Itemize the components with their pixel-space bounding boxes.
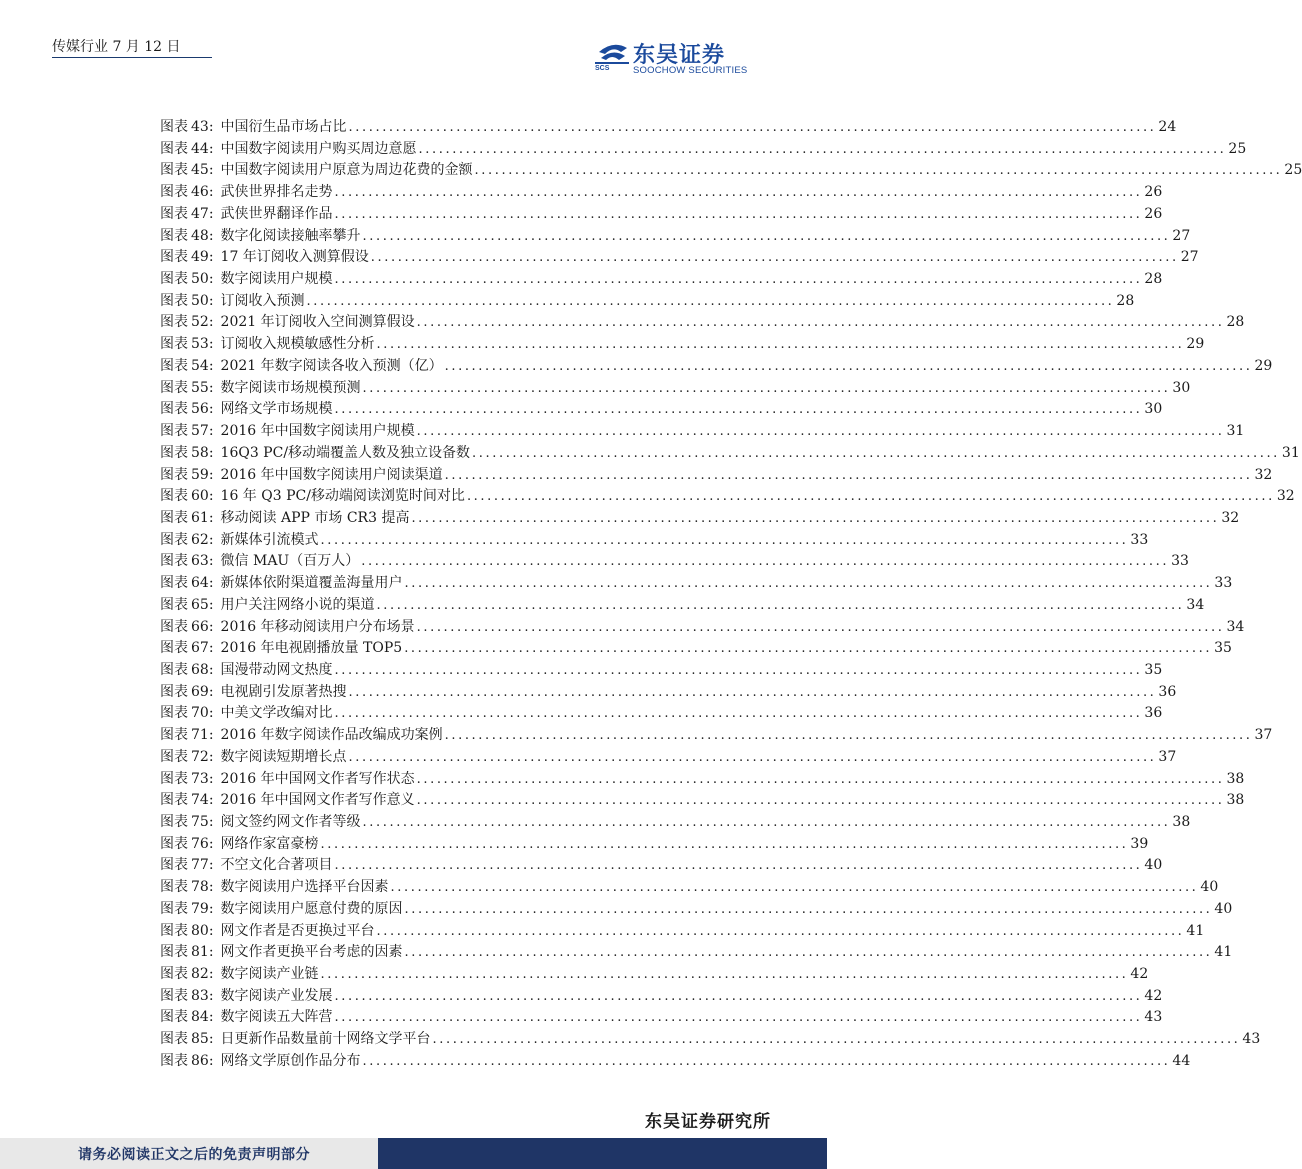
toc-entry-number: 68:	[191, 661, 214, 678]
toc-leader-dots: ........................................................................................................................	[404, 945, 1213, 961]
toc-entry-title: 2016 年移动阅读用户分布场景	[220, 618, 415, 635]
toc-entry-title: 阅文签约网文作者等级	[220, 814, 361, 830]
toc-entry-label: 图表	[160, 987, 188, 1004]
toc-entry-number: 54:	[191, 357, 214, 374]
toc-entry[interactable]	[160, 682, 1177, 704]
toc-leader-dots: ........................................................................................................................	[466, 489, 1275, 505]
toc-entry-page: 34	[1226, 618, 1245, 635]
toc-entry-page: 25	[1284, 162, 1302, 179]
toc-entry[interactable]	[160, 790, 1245, 812]
toc-entry-label: 图表	[160, 1009, 188, 1026]
toc-entry-label: 图表	[160, 488, 188, 505]
toc-entry[interactable]	[160, 899, 1233, 921]
toc-entry-page: 39	[1130, 835, 1149, 852]
toc-entry-number: 60:	[191, 488, 214, 505]
toc-entry-label: 图表	[160, 162, 188, 179]
toc-entry-title: 2021 年数字阅读各收入预测（亿）	[220, 357, 443, 374]
toc-entry-number: 80:	[191, 922, 214, 939]
toc-leader-dots: ........................................................................................................................	[411, 510, 1220, 526]
toc-entry-number: 64:	[191, 575, 214, 592]
toc-entry-label: 图表	[160, 900, 188, 917]
toc-entry-label: 图表	[160, 705, 188, 722]
toc-entry-title: 17 年订阅收入测算假设	[220, 249, 369, 266]
toc-entry-label: 图表	[160, 553, 188, 570]
toc-entry-label: 图表	[160, 944, 188, 961]
toc-entry-title: 16 年 Q3 PC/移动端阅读浏览时间对比	[220, 488, 465, 505]
toc-entry-page: 30	[1172, 379, 1191, 396]
toc-entry-title: 数字阅读用户规模	[220, 271, 333, 288]
toc-entry-number: 50:	[191, 292, 214, 309]
toc-leader-dots: ........................................................................................................................	[376, 923, 1185, 939]
logo-english-name: SOOCHOW SECURITIES	[633, 65, 748, 76]
toc-entry-title: 微信 MAU（百万人）	[220, 553, 360, 570]
toc-entry[interactable]	[160, 139, 1247, 161]
toc-entry-title: 日更新作品数量前十网络文学平台	[220, 1031, 431, 1048]
toc-entry-number: 79:	[191, 900, 214, 917]
toc-leader-dots: ........................................................................................................................	[474, 163, 1283, 179]
toc-entry[interactable]	[160, 160, 1302, 182]
toc-entry-title: 中国数字阅读用户购买周边意愿	[220, 140, 417, 157]
toc-entry[interactable]	[160, 551, 1189, 573]
toc-entry-title: 中国衍生品市场占比	[220, 119, 347, 135]
toc-leader-dots: ........................................................................................................................	[390, 880, 1199, 896]
toc-entry-number: 59:	[191, 466, 214, 483]
toc-entry-title: 国漫带动网文热度	[220, 661, 333, 678]
toc-entry-page: 31	[1281, 444, 1300, 461]
toc-entry-number: 61:	[191, 509, 214, 526]
toc-entry-number: 55:	[191, 379, 214, 396]
toc-leader-dots: ........................................................................................................................	[320, 836, 1129, 852]
toc-entry-label: 图表	[160, 1052, 188, 1069]
toc-entry-number: 44:	[191, 140, 214, 157]
toc-entry-label: 图表	[160, 509, 188, 526]
toc-entry-page: 44	[1172, 1052, 1191, 1069]
toc-entry[interactable]	[160, 942, 1233, 964]
toc-entry[interactable]	[160, 291, 1135, 313]
toc-entry-number: 62:	[191, 531, 214, 548]
toc-entry-label: 图表	[160, 835, 188, 852]
toc-entry-number: 70:	[191, 705, 214, 722]
toc-entry-label: 图表	[160, 575, 188, 592]
toc-entry-page: 38	[1172, 814, 1191, 830]
toc-entry-title: 中美文学改编对比	[220, 705, 333, 722]
toc-leader-dots: ........................................................................................................................	[416, 619, 1225, 635]
footer-disclaimer: 请务必阅读正文之后的免责声明部分	[78, 1147, 310, 1163]
footer-bar-accent	[378, 1138, 827, 1169]
toc-entry-label: 图表	[160, 205, 188, 222]
toc-entry-number: 84:	[191, 1009, 214, 1026]
toc-entry-number: 46:	[191, 184, 214, 201]
toc-entry-title: 网络作家富豪榜	[220, 835, 319, 852]
toc-leader-dots: ........................................................................................................................	[362, 1053, 1171, 1069]
toc-entry-number: 69:	[191, 683, 214, 700]
toc-entry-title: 数字阅读市场规模预测	[220, 379, 361, 396]
toc-entry-title: 新媒体依附渠道覆盖海量用户	[220, 575, 403, 592]
toc-entry-label: 图表	[160, 466, 188, 483]
toc-entry[interactable]	[160, 443, 1300, 465]
toc-leader-dots: ........................................................................................................................	[348, 120, 1157, 135]
toc-entry-page: 28	[1226, 314, 1245, 331]
toc-entry-page: 33	[1214, 575, 1233, 592]
toc-entry-title: 数字化阅读接触率攀升	[220, 227, 361, 244]
toc-entry[interactable]	[160, 378, 1191, 400]
toc-entry-number: 83:	[191, 987, 214, 1004]
toc-leader-dots: ........................................................................................................................	[334, 858, 1143, 874]
toc-entry-page: 24	[1158, 119, 1177, 135]
toc-entry-label: 图表	[160, 249, 188, 266]
toc-entry-page: 27	[1180, 249, 1199, 266]
toc-entry-number: 82:	[191, 966, 214, 983]
toc-entry-number: 58:	[191, 444, 214, 461]
header-underline	[52, 57, 212, 58]
toc-entry[interactable]	[160, 334, 1205, 356]
toc-entry-title: 2016 年中国数字阅读用户阅读渠道	[220, 466, 443, 483]
toc-entry-number: 76:	[191, 835, 214, 852]
toc-leader-dots: ........................................................................................................................	[444, 728, 1253, 744]
toc-entry-page: 36	[1158, 683, 1177, 700]
toc-entry-number: 45:	[191, 162, 214, 179]
toc-leader-dots: ........................................................................................................................	[348, 684, 1157, 700]
toc-leader-dots: ........................................................................................................................	[334, 1010, 1143, 1026]
toc-entry-page: 29	[1186, 336, 1205, 353]
page-header-industry-date: 传媒行业 7 月 12 日	[52, 39, 181, 55]
toc-entry-number: 67:	[191, 640, 214, 657]
toc-leader-dots: ........................................................................................................................	[416, 424, 1225, 440]
toc-entry-label: 图表	[160, 184, 188, 201]
toc-entry-number: 56:	[191, 401, 214, 418]
toc-entry-title: 2016 年电视剧播放量 TOP5	[220, 640, 403, 657]
toc-entry-label: 图表	[160, 792, 188, 809]
toc-entry-title: 数字阅读用户选择平台因素	[220, 879, 389, 896]
toc-entry-page: 28	[1144, 271, 1163, 288]
toc-entry-title: 武侠世界翻译作品	[220, 205, 333, 222]
toc-entry-page: 37	[1158, 748, 1177, 765]
toc-entry[interactable]	[160, 465, 1273, 487]
toc-entry-number: 52:	[191, 314, 214, 331]
toc-leader-dots: ........................................................................................................................	[416, 315, 1225, 331]
toc-entry-page: 43	[1242, 1031, 1261, 1048]
toc-entry-title: 2016 年数字阅读作品改编成功案例	[220, 727, 443, 744]
toc-entry-number: 85:	[191, 1031, 214, 1048]
toc-entry[interactable]	[160, 356, 1273, 378]
toc-entry-label: 图表	[160, 922, 188, 939]
toc-entry-number: 78:	[191, 879, 214, 896]
toc-entry[interactable]	[160, 182, 1163, 204]
toc-entry-page: 35	[1144, 661, 1163, 678]
toc-entry[interactable]	[160, 312, 1245, 334]
toc-entry-page: 32	[1221, 509, 1240, 526]
toc-entry-label: 图表	[160, 292, 188, 309]
toc-entry-label: 图表	[160, 271, 188, 288]
toc-entry-label: 图表	[160, 618, 188, 635]
toc-entry-page: 40	[1200, 879, 1219, 896]
toc-entry[interactable]	[160, 638, 1232, 660]
toc-entry-page: 26	[1144, 205, 1163, 222]
toc-entry[interactable]	[160, 725, 1273, 747]
toc-entry-title: 网络文学原创作品分布	[220, 1052, 361, 1069]
toc-leader-dots: ........................................................................................................................	[472, 445, 1280, 461]
toc-entry-title: 订阅收入预测	[220, 292, 305, 309]
toc-entry[interactable]	[160, 617, 1245, 639]
toc-entry-page: 42	[1144, 987, 1163, 1004]
toc-entry-number: 74:	[191, 792, 214, 809]
toc-leader-dots: ........................................................................................................................	[334, 988, 1143, 1004]
toc-entry[interactable]	[160, 530, 1149, 552]
toc-leader-dots: ........................................................................................................................	[320, 967, 1129, 983]
toc-leader-dots: ........................................................................................................................	[334, 662, 1143, 678]
toc-entry-number: 57:	[191, 423, 214, 440]
toc-entry-page: 26	[1144, 184, 1163, 201]
toc-leader-dots: ........................................................................................................................	[334, 185, 1143, 201]
toc-entry-title: 2016 年中国数字阅读用户规模	[220, 423, 415, 440]
toc-entry-title: 网文作者是否更换过平台	[220, 922, 375, 939]
toc-entry-number: 77:	[191, 857, 214, 874]
toc-entry[interactable]	[160, 247, 1199, 269]
toc-entry-label: 图表	[160, 379, 188, 396]
toc-entry-page: 40	[1214, 900, 1233, 917]
footer-brand: 东吴证券研究所	[645, 1112, 771, 1132]
toc-entry-page: 29	[1254, 357, 1273, 374]
toc-entry-label: 图表	[160, 814, 188, 830]
toc-entry[interactable]	[160, 834, 1149, 856]
toc-entry-page: 33	[1171, 553, 1189, 570]
toc-entry-label: 图表	[160, 966, 188, 983]
toc-entry-page: 38	[1226, 770, 1245, 787]
toc-entry[interactable]	[160, 421, 1245, 443]
toc-entry-label: 图表	[160, 770, 188, 787]
toc-leader-dots: ........................................................................................................................	[362, 815, 1171, 830]
toc-leader-dots: ........................................................................................................................	[404, 901, 1213, 917]
toc-entry-title: 数字阅读五大阵营	[220, 1009, 333, 1026]
toc-entry-label: 图表	[160, 727, 188, 744]
toc-leader-dots: ........................................................................................................................	[404, 641, 1213, 657]
toc-entry-label: 图表	[160, 140, 188, 157]
toc-entry[interactable]	[160, 573, 1233, 595]
toc-entry-number: 49:	[191, 249, 214, 266]
toc-entry-label: 图表	[160, 857, 188, 874]
toc-entry[interactable]	[160, 595, 1205, 617]
toc-entry-number: 47:	[191, 205, 214, 222]
logo-chinese-name: 东吴证券	[633, 43, 726, 68]
toc-entry-number: 43:	[191, 119, 214, 135]
logo-abbr: SCS	[595, 65, 610, 72]
toc-leader-dots: ........................................................................................................................	[416, 771, 1225, 787]
toc-entry-title: 电视剧引发原著热搜	[220, 683, 347, 700]
toc-entry-title: 用户关注网络小说的渠道	[220, 596, 375, 613]
toc-entry-label: 图表	[160, 336, 188, 353]
toc-entry-label: 图表	[160, 444, 188, 461]
toc-leader-dots: ........................................................................................................................	[334, 706, 1143, 722]
toc-entry[interactable]	[160, 877, 1219, 899]
toc-entry[interactable]	[160, 855, 1163, 877]
toc-entry[interactable]	[160, 660, 1163, 682]
toc-entry-title: 数字阅读短期增长点	[220, 748, 347, 765]
toc-leader-dots: ........................................................................................................................	[444, 358, 1253, 374]
toc-leader-dots: ........................................................................................................................	[320, 532, 1129, 548]
toc-entry-page: 28	[1116, 292, 1135, 309]
toc-entry-label: 图表	[160, 596, 188, 613]
toc-entry-label: 图表	[160, 661, 188, 678]
toc-entry[interactable]	[160, 812, 1191, 834]
toc-entry[interactable]	[160, 399, 1163, 421]
toc-entry-page: 41	[1186, 922, 1205, 939]
toc-entry[interactable]	[160, 1051, 1191, 1073]
toc-leader-dots: ........................................................................................................................	[334, 206, 1143, 222]
toc-leader-dots: ........................................................................................................................	[334, 402, 1143, 418]
toc-leader-dots: ........................................................................................................................	[361, 554, 1170, 570]
figure-table-of-contents	[160, 117, 1302, 1073]
toc-entry-label: 图表	[160, 879, 188, 896]
toc-entry[interactable]	[160, 117, 1177, 139]
toc-entry[interactable]	[160, 204, 1163, 226]
toc-entry-page: 32	[1254, 466, 1273, 483]
toc-entry-label: 图表	[160, 423, 188, 440]
toc-entry-number: 81:	[191, 944, 214, 961]
toc-entry-label: 图表	[160, 531, 188, 548]
toc-entry-label: 图表	[160, 357, 188, 374]
toc-entry[interactable]	[160, 964, 1149, 986]
toc-entry-label: 图表	[160, 1031, 188, 1048]
toc-entry[interactable]	[160, 269, 1163, 291]
toc-entry[interactable]	[160, 703, 1163, 725]
toc-entry-label: 图表	[160, 748, 188, 765]
toc-entry-page: 43	[1144, 1009, 1163, 1026]
toc-entry[interactable]	[160, 986, 1163, 1008]
toc-entry[interactable]	[160, 508, 1240, 530]
toc-entry-number: 86:	[191, 1052, 214, 1069]
toc-entry-title: 2016 年中国网文作者写作意义	[220, 792, 415, 809]
toc-entry-page: 30	[1144, 401, 1163, 418]
toc-leader-dots: ........................................................................................................................	[404, 576, 1213, 592]
toc-entry-title: 16Q3 PC/移动端覆盖人数及独立设备数	[220, 444, 471, 461]
toc-entry[interactable]	[160, 747, 1177, 769]
toc-leader-dots: ........................................................................................................................	[362, 380, 1171, 396]
toc-entry-page: 31	[1226, 423, 1245, 440]
toc-entry[interactable]	[160, 1029, 1261, 1051]
toc-entry-label: 图表	[160, 227, 188, 244]
toc-entry[interactable]	[160, 226, 1191, 248]
toc-entry-title: 移动阅读 APP 市场 CR3 提高	[220, 509, 410, 526]
toc-entry-title: 数字阅读用户愿意付费的原因	[220, 900, 403, 917]
toc-entry-number: 53:	[191, 336, 214, 353]
toc-entry[interactable]	[160, 1007, 1163, 1029]
toc-entry-page: 37	[1254, 727, 1273, 744]
toc-entry-page: 33	[1130, 531, 1149, 548]
toc-entry-title: 2021 年订阅收入空间测算假设	[220, 314, 415, 331]
toc-leader-dots: ........................................................................................................................	[306, 293, 1115, 309]
toc-entry-title: 订阅收入规模敏感性分析	[220, 336, 375, 353]
toc-entry-number: 66:	[191, 618, 214, 635]
toc-entry-page: 34	[1186, 596, 1205, 613]
toc-leader-dots: ........................................................................................................................	[348, 749, 1157, 765]
toc-entry[interactable]	[160, 921, 1205, 943]
toc-leader-dots: ........................................................................................................................	[432, 1032, 1241, 1048]
toc-entry-title: 数字阅读产业链	[220, 966, 319, 983]
toc-leader-dots: ........................................................................................................................	[334, 272, 1143, 288]
toc-leader-dots: ........................................................................................................................	[370, 250, 1179, 266]
toc-entry-label: 图表	[160, 119, 188, 135]
toc-entry-label: 图表	[160, 314, 188, 331]
toc-entry[interactable]	[160, 769, 1245, 791]
company-logo	[595, 38, 770, 78]
toc-entry-label: 图表	[160, 683, 188, 700]
toc-entry-page: 36	[1144, 705, 1163, 722]
toc-entry-title: 中国数字阅读用户原意为周边花费的金额	[220, 162, 473, 179]
toc-entry-page: 32	[1276, 488, 1295, 505]
toc-entry-title: 数字阅读产业发展	[220, 987, 333, 1004]
toc-entry-title: 武侠世界排名走势	[220, 184, 333, 201]
toc-entry-title: 新媒体引流模式	[220, 531, 319, 548]
toc-entry-page: 41	[1214, 944, 1233, 961]
toc-entry-number: 50:	[191, 271, 214, 288]
toc-leader-dots: ........................................................................................................................	[444, 467, 1253, 483]
toc-leader-dots: ........................................................................................................................	[362, 228, 1171, 244]
toc-entry-page: 42	[1130, 966, 1149, 983]
toc-entry-label: 图表	[160, 401, 188, 418]
toc-entry-label: 图表	[160, 640, 188, 657]
toc-entry-number: 63:	[191, 553, 214, 570]
toc-entry-number: 72:	[191, 748, 214, 765]
toc-entry-number: 48:	[191, 227, 214, 244]
toc-leader-dots: ........................................................................................................................	[376, 597, 1185, 613]
toc-entry-page: 25	[1228, 140, 1247, 157]
toc-entry-number: 73:	[191, 770, 214, 787]
toc-entry-page: 40	[1144, 857, 1163, 874]
toc-entry-number: 65:	[191, 596, 214, 613]
toc-entry[interactable]	[160, 486, 1295, 508]
toc-leader-dots: ........................................................................................................................	[418, 141, 1227, 157]
toc-entry-title: 2016 年中国网文作者写作状态	[220, 770, 415, 787]
toc-entry-page: 35	[1214, 640, 1232, 657]
toc-entry-title: 网文作者更换平台考虑的因素	[220, 944, 403, 961]
toc-entry-title: 网络文学市场规模	[220, 401, 333, 418]
toc-leader-dots: ........................................................................................................................	[376, 337, 1185, 353]
toc-entry-page: 27	[1172, 227, 1191, 244]
toc-entry-title: 不空文化合著项目	[220, 857, 333, 874]
toc-entry-number: 71:	[191, 727, 214, 744]
toc-leader-dots: ........................................................................................................................	[416, 793, 1225, 809]
toc-entry-page: 38	[1226, 792, 1245, 809]
toc-entry-number: 75:	[191, 814, 214, 830]
